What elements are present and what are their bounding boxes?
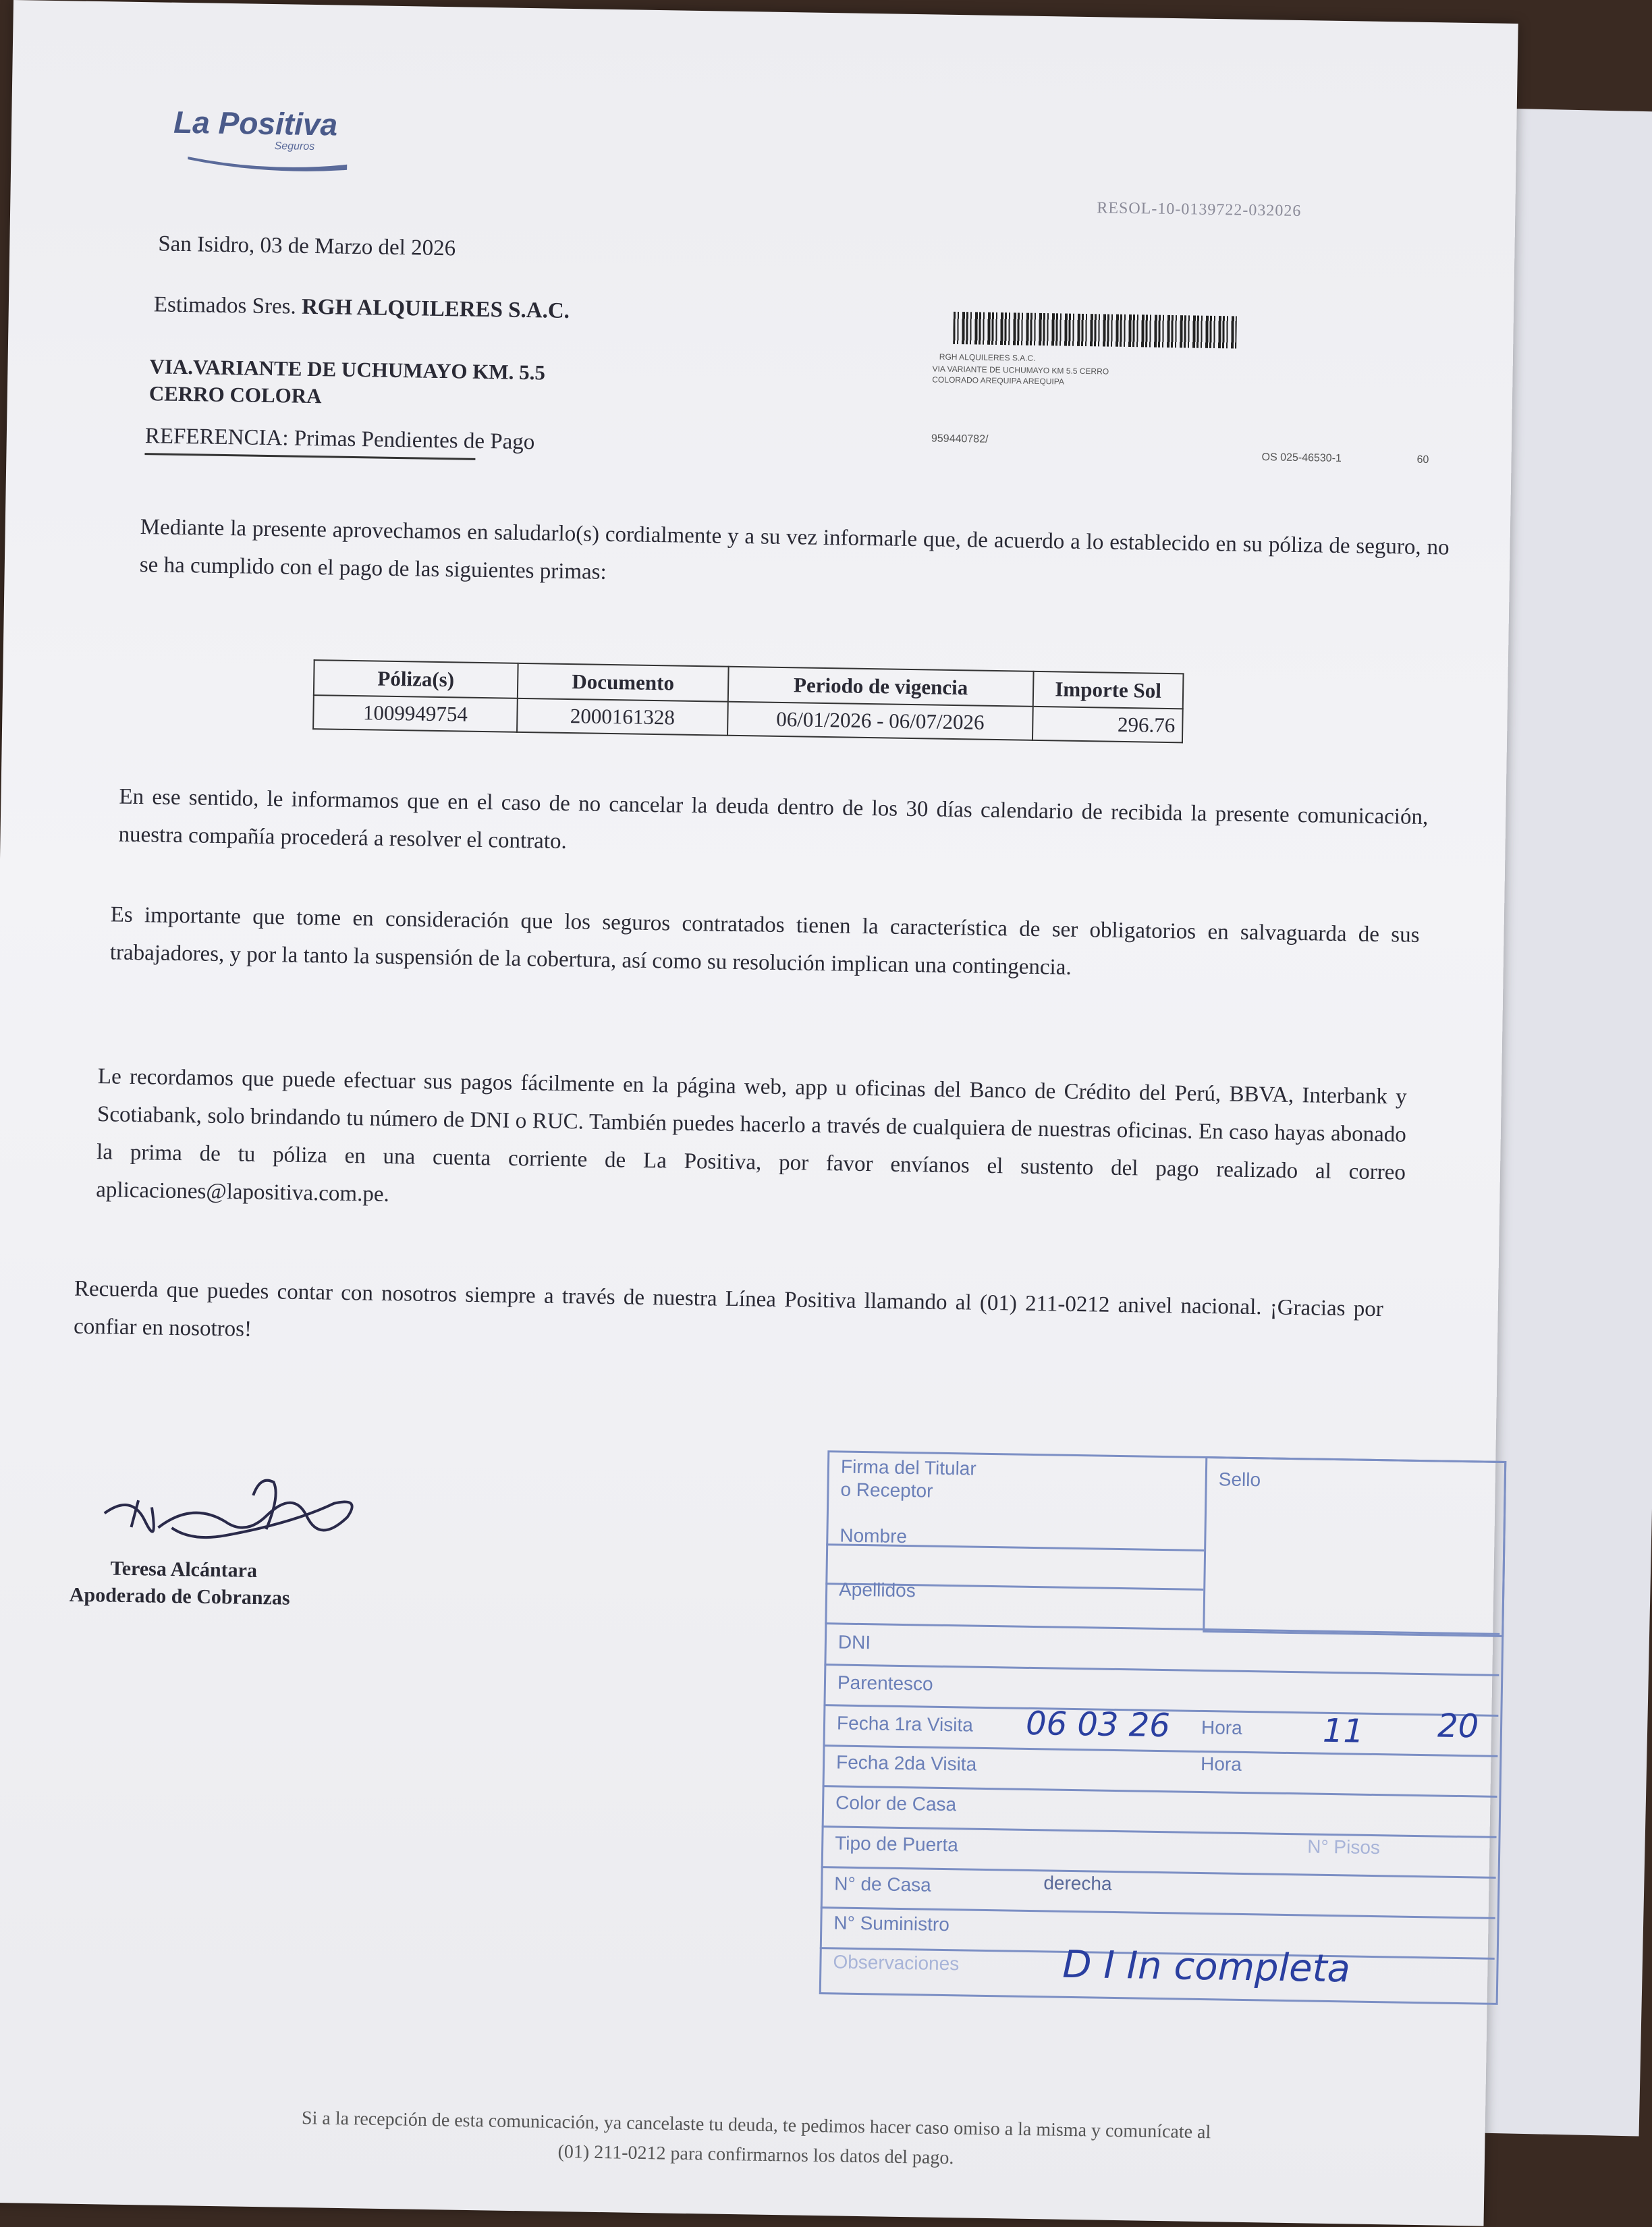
barcode-number: 60 <box>1416 453 1429 466</box>
resolution-code: RESOL-10-0139722-032026 <box>1097 199 1302 221</box>
handwritten-observation: D I In completa <box>1062 1942 1351 1991</box>
barcode-code: OS 025-46530-1 <box>1261 451 1342 464</box>
logo-swoosh-icon <box>186 151 348 174</box>
handwritten-hour: 11 <box>1322 1711 1365 1751</box>
table-cell: 2000161328 <box>517 698 728 736</box>
signatory-name: Teresa Alcántara <box>110 1557 258 1582</box>
stamp-obs-label: Observaciones <box>833 1951 960 1975</box>
address-line-2: CERRO COLORA <box>148 381 322 408</box>
address-line-1: VIA.VARIANTE DE UCHUMAYO KM. 5.5 <box>149 354 546 385</box>
table-header: Póliza(s) <box>314 660 518 698</box>
stamp-npisos-label: N° Pisos <box>1307 1836 1381 1859</box>
stamp-firma-label: Firma del Titular <box>840 1456 976 1479</box>
footer-note <box>155 2101 1357 2180</box>
handwritten-minute: 20 <box>1437 1707 1479 1746</box>
table-header: Importe Sol <box>1033 671 1184 709</box>
recipient-name: RGH ALQUILERES S.A.C. <box>301 294 570 323</box>
stamp-derecha-label: derecha <box>1043 1872 1112 1894</box>
la-positiva-logo <box>173 104 377 188</box>
stamp-receptor-label: o Receptor <box>840 1479 933 1502</box>
stamp-hora-label-2: Hora <box>1200 1753 1242 1775</box>
paragraph-contact: Recuerda que puedes contar con nosotros siempre a través de nuestra Línea Positiva llamando al (01) 211-0212 anivel nacional. ¡Gracias por confiar en nosotros! <box>73 1276 1384 1342</box>
logo-text: La Positiva <box>173 104 338 142</box>
table-header: Documento <box>518 663 729 702</box>
barcode-recipient: RGH ALQUILERES S.A.C. <box>939 352 1036 363</box>
barcode-address-2: COLORADO AREQUIPA AREQUIPA <box>932 375 1065 387</box>
paragraph-deadline: En ese sentido, le informamos que en el caso de no cancelar la deuda dentro de los 30 días calendario de recibida la presente comunicación, nuestra compañía procederá a resolver el contrato. <box>118 784 1429 854</box>
stamp-nsum-label: N° Suministro <box>833 1912 950 1935</box>
delivery-stamp <box>819 1450 1556 2022</box>
premiums-table <box>312 659 1184 743</box>
stamp-dni-label: DNI <box>837 1631 871 1653</box>
stamp-apellidos-label: Apellidos <box>838 1578 916 1601</box>
stamp-nombre-label: Nombre <box>839 1524 908 1547</box>
stamp-color-label: Color de Casa <box>835 1792 957 1815</box>
date-line: San Isidro, 03 de Marzo del 2026 <box>158 231 456 261</box>
paragraph-payment: Le recordamos que puede efectuar sus pagos fácilmente en la página web, app u oficinas del Banco de Crédito del Perú, BBVA, Interbank y Scotiabank, solo brindando tu número de DNI o RUC. También puedes hacerlo a través de cualquiera de nuestras oficinas. En caso hayas abonado la prima de tu póliza en una cuenta corriente de La Positiva, por favor envíanos el sustento del pago realizado al correo aplicaciones@lapositiva.com.pe. <box>96 1064 1408 1207</box>
table-cell: 296.76 <box>1032 707 1183 742</box>
salutation: Estimados Sres. <box>153 292 297 319</box>
stamp-fecha2-label: Fecha 2da Visita <box>835 1751 977 1775</box>
paragraph-importance: Es importante que tome en consideración que los seguros contratados tienen la característica de ser obligatorios en salvaguarda de sus trabajadores, y por la tanto la suspensión de la cobertura, así como su resolución implican una contingencia. <box>109 902 1420 980</box>
salutation-line <box>154 292 570 324</box>
stamp-parentesco-label: Parentesco <box>837 1672 933 1695</box>
reference-line: REFERENCIA: Primas Pendientes de Pago <box>144 424 535 455</box>
barcode-phone: 959440782/ <box>931 433 989 445</box>
table-cell: 1009949754 <box>313 695 518 732</box>
recipient-address <box>149 353 546 413</box>
intro-paragraph: Mediante la presente aprovechamos en saludarlo(s) cordialmente y a su vez informarle que, de acuerdo a lo establecido en su póliza de seguro, no se ha cumplido con el pago de las siguientes primas: <box>139 515 1450 584</box>
footer-line-1: Si a la recepción de esta comunicación, ya cancelaste tu deuda, te pedimos hacer caso omiso a la misma y comunícate al <box>301 2108 1211 2143</box>
logo-subtext: Seguros <box>274 140 315 153</box>
signatory-role: Apoderado de Cobranzas <box>69 1583 290 1610</box>
table-cell: 06/01/2026 - 06/07/2026 <box>727 702 1033 740</box>
stamp-hora-label-1: Hora <box>1201 1716 1242 1738</box>
footer-line-2: (01) 211-0212 para confirmarnos los datos del pago. <box>557 2141 954 2169</box>
stamp-ncasa-label: N° de Casa <box>834 1873 932 1896</box>
barcode-block <box>924 311 1453 495</box>
stamp-tipo-label: Tipo de Puerta <box>835 1832 959 1856</box>
barcode-address-1: VIA VARIANTE DE UCHUMAYO KM 5.5 CERRO <box>932 364 1109 377</box>
barcode-icon <box>953 312 1237 349</box>
table-header: Periodo de vigencia <box>728 667 1034 707</box>
stamp-sello-label: Sello <box>1218 1468 1261 1491</box>
handwritten-signature <box>90 1452 375 1565</box>
reference-underline <box>144 453 475 460</box>
stamp-fecha1-label: Fecha 1ra Visita <box>836 1712 974 1736</box>
handwritten-visit-date: 06 03 26 <box>1025 1704 1171 1745</box>
